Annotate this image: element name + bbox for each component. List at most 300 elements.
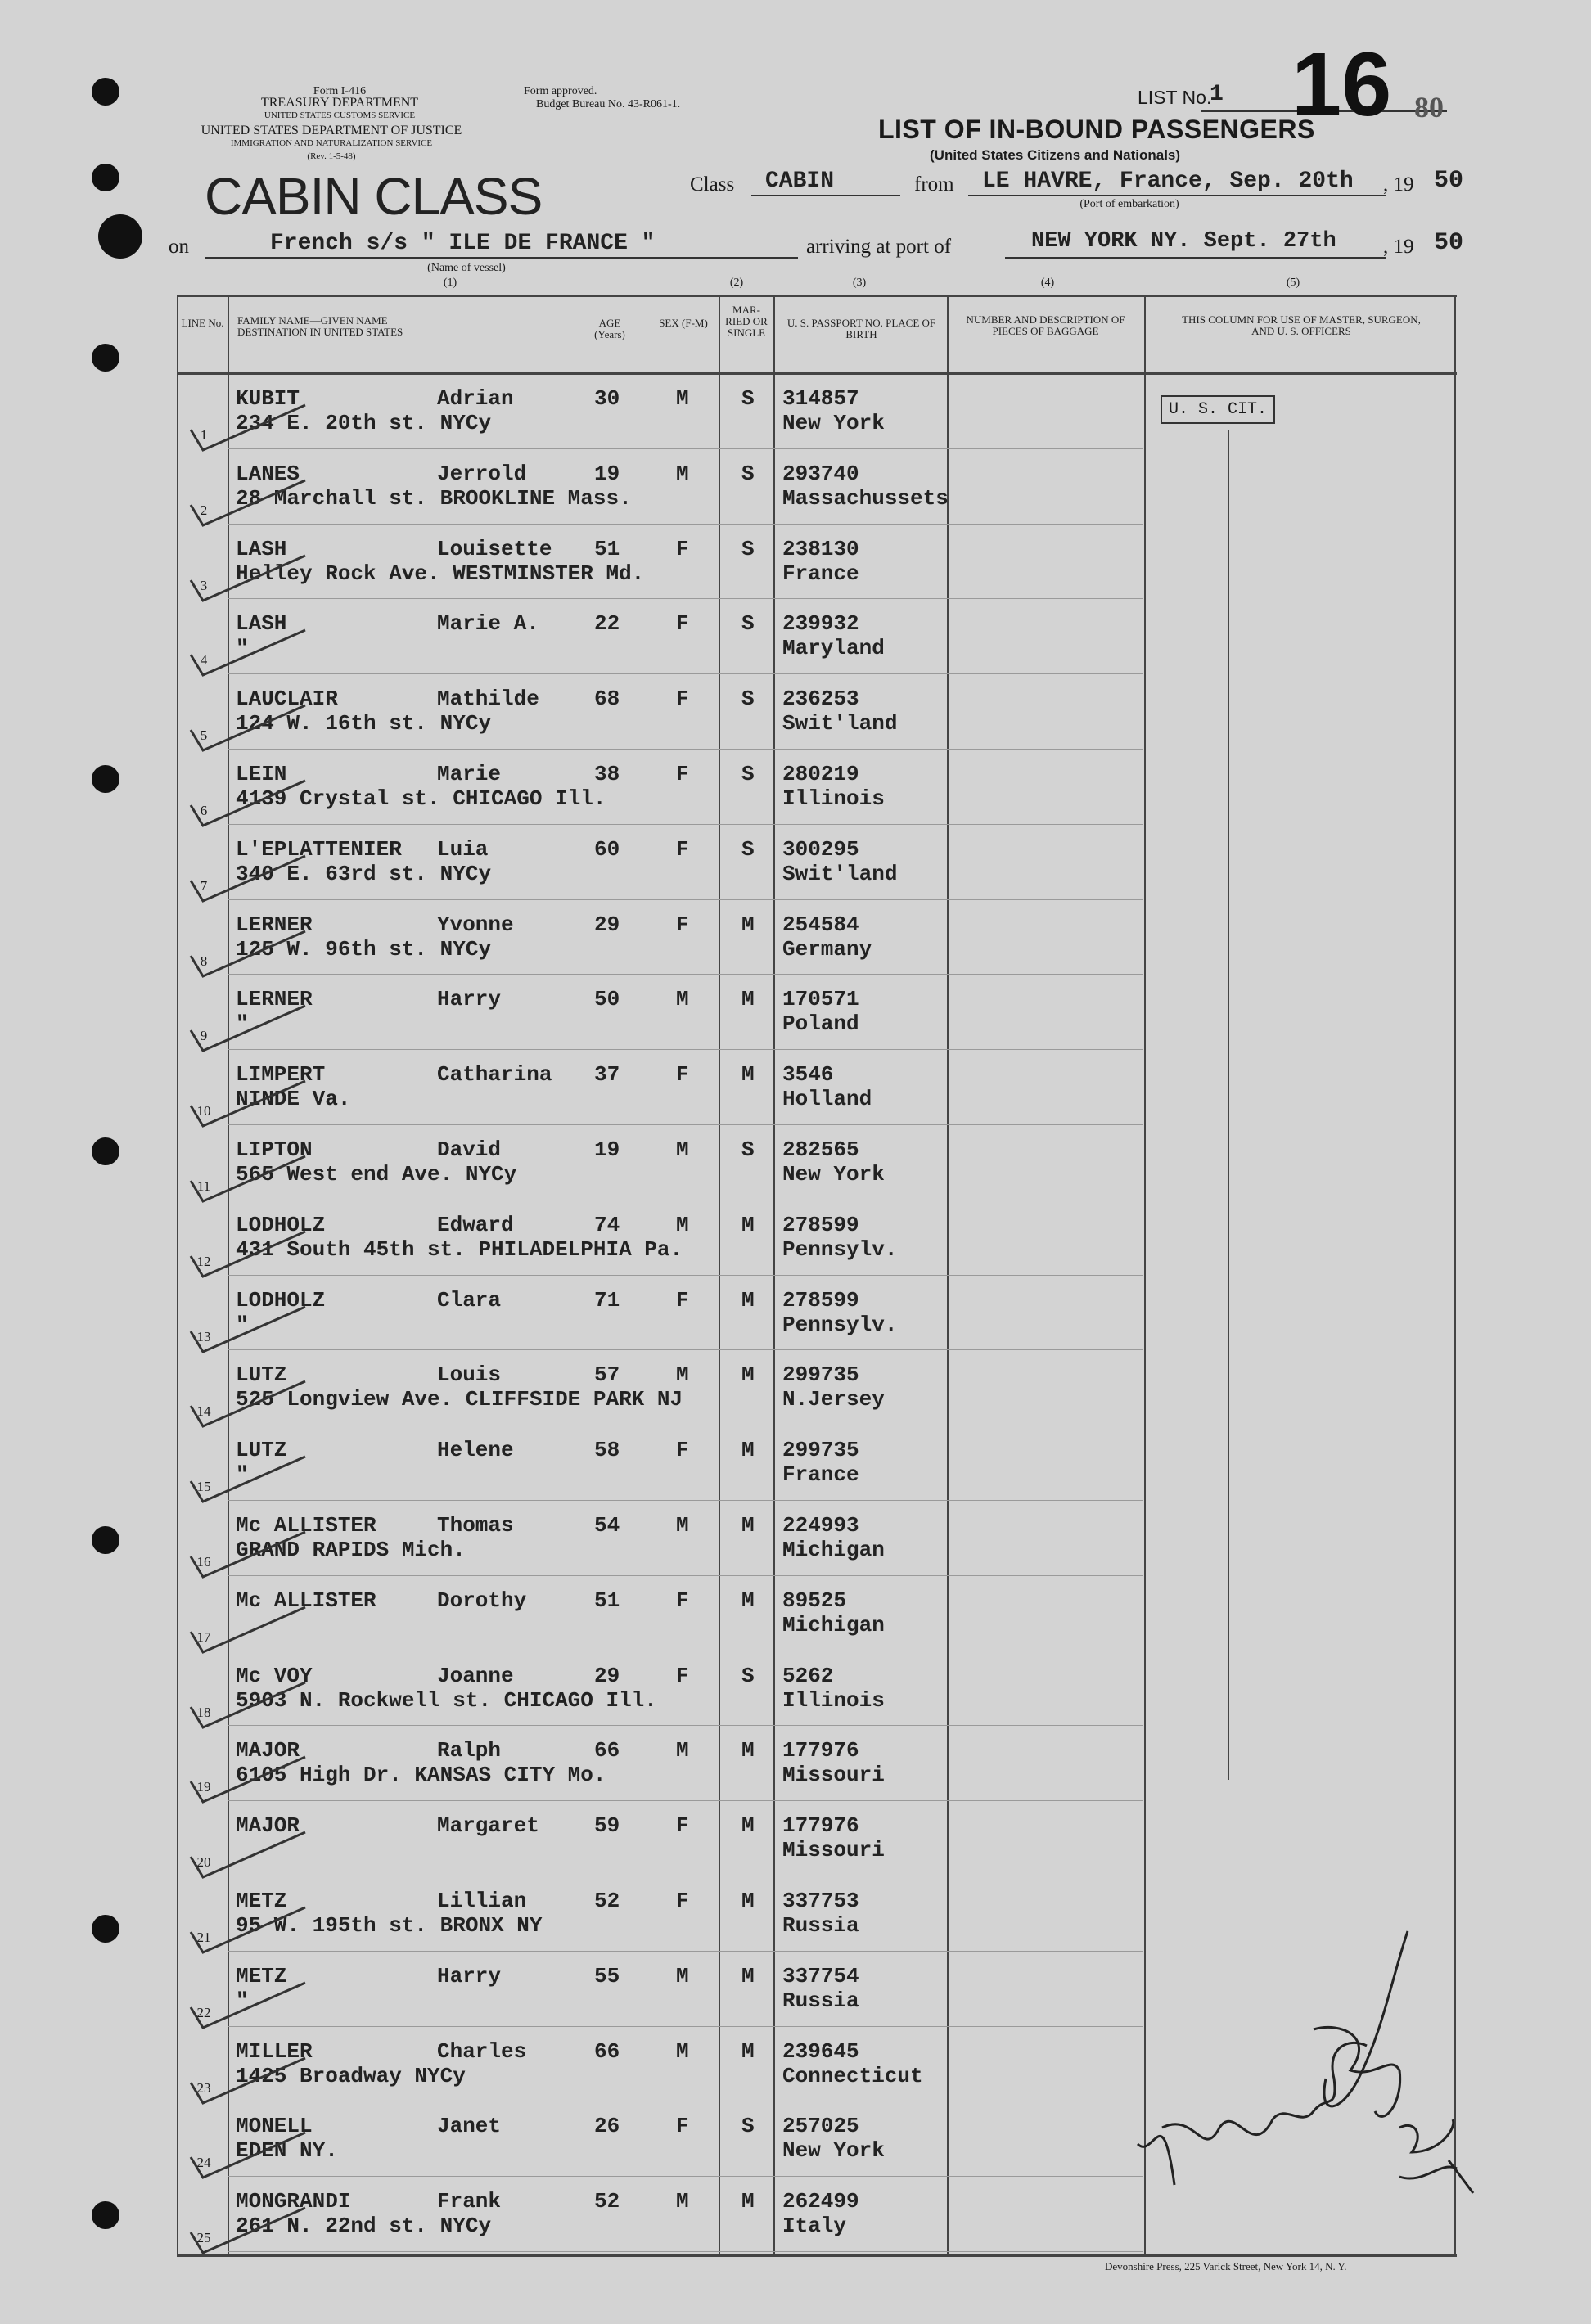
given-name: Yvonne [437, 912, 514, 937]
passport-no: 278599 [782, 1287, 859, 1313]
married-single: M [741, 1513, 755, 1538]
class-value: CABIN [765, 169, 835, 194]
family-name: MAJOR [236, 1738, 300, 1763]
row-rule [228, 673, 1143, 674]
page-title: LIST OF IN-BOUND PASSENGERS [878, 115, 1315, 144]
passenger-row [177, 1579, 1437, 1655]
line-number: 25 [196, 2230, 211, 2246]
list-no-value: 16 [1291, 34, 1392, 135]
row-rule [228, 1349, 1143, 1350]
family-name: LASH [236, 536, 287, 561]
family-name: Mc VOY [236, 1663, 313, 1688]
sex: F [676, 2114, 689, 2139]
destination: 6105 High Dr. KANSAS CITY Mo. [236, 1763, 606, 1788]
line-number: 19 [196, 1779, 211, 1795]
passport-no: 236253 [782, 687, 859, 712]
row-rule [228, 824, 1143, 825]
form-id: Form I-416 [313, 85, 367, 97]
married-single: S [741, 1663, 755, 1688]
col-number-4: (4) [1040, 277, 1055, 289]
age: 37 [594, 1062, 620, 1088]
revision: (Rev. 1-5-48) [307, 151, 356, 161]
destination: 124 W. 16th st. NYCy [236, 711, 492, 736]
place-of-birth: Michigan [782, 1538, 885, 1562]
punch-hole-icon [92, 1915, 119, 1943]
given-name: Charles [437, 2038, 527, 2064]
family-name: LODHOLZ [236, 1287, 326, 1313]
married-single: S [741, 461, 755, 486]
inspector-signature-icon [1129, 1915, 1498, 2242]
family-name: MILLER [236, 2038, 313, 2064]
sex: M [676, 1362, 689, 1388]
passport-no: 293740 [782, 461, 859, 486]
budget-bureau: Budget Bureau No. 43-R061-1. [536, 98, 681, 110]
sex: F [676, 1813, 689, 1839]
col-header-name: FAMILY NAME—GIVEN NAME DESTINATION IN UNITED STATES [237, 314, 403, 338]
check-mark-icon [187, 626, 309, 683]
family-name: METZ [236, 1963, 287, 1988]
age: 50 [594, 987, 620, 1012]
from-year: 50 [1434, 167, 1464, 195]
given-name: Marie A. [437, 611, 539, 637]
passport-no: 3546 [782, 1062, 834, 1088]
line-number: 12 [196, 1253, 211, 1269]
married-single: M [741, 1287, 755, 1313]
destination: 28 Marchall st. BROOKLINE Mass. [236, 485, 632, 511]
line-number: 16 [196, 1554, 211, 1570]
check-mark-icon [187, 1528, 309, 1585]
family-name: MONGRANDI [236, 2189, 351, 2214]
justice-dept: UNITED STATES DEPARTMENT OF JUSTICE [201, 124, 462, 137]
sex: M [676, 1738, 689, 1763]
punch-hole-icon [92, 1526, 119, 1554]
passport-no: 300295 [782, 836, 859, 862]
married-single: M [741, 1438, 755, 1463]
given-name: David [437, 1137, 502, 1162]
place-of-birth: N.Jersey [782, 1387, 885, 1412]
line-number: 21 [196, 1930, 211, 1945]
punch-hole-icon [92, 1137, 119, 1165]
destination: 125 W. 96th st. NYCy [236, 936, 492, 962]
row-rule [228, 1275, 1143, 1276]
row-rule [228, 1575, 1143, 1576]
age: 19 [594, 461, 620, 486]
age: 74 [594, 1212, 620, 1237]
destination: 261 N. 22nd st. NYCy [236, 2214, 492, 2239]
given-name: Clara [437, 1287, 502, 1313]
cabin-class-stamp: CABIN CLASS [205, 167, 543, 226]
passenger-row [177, 1278, 1437, 1354]
age: 57 [594, 1362, 620, 1388]
sex: M [676, 987, 689, 1012]
passport-no: 239932 [782, 611, 859, 637]
punch-hole-icon [98, 214, 142, 259]
arriving-line [1005, 257, 1386, 259]
married-single: M [741, 1588, 755, 1613]
passenger-row [177, 752, 1437, 828]
passport-no: 337754 [782, 1963, 859, 1988]
line-number: 5 [200, 727, 208, 744]
line-number: 10 [196, 1103, 211, 1119]
destination: Helley Rock Ave. WESTMINSTER Md. [236, 561, 645, 586]
destination: " [236, 1312, 249, 1337]
passport-no: 5262 [782, 1663, 834, 1688]
given-name: Thomas [437, 1513, 514, 1538]
row-rule [228, 1951, 1143, 1952]
married-single: M [741, 912, 755, 937]
form-approved: Form approved. [524, 85, 597, 97]
sex: M [676, 2038, 689, 2064]
married-single: M [741, 1813, 755, 1839]
family-name: KUBIT [236, 386, 300, 411]
check-mark-icon [187, 2054, 309, 2111]
age: 30 [594, 386, 620, 411]
header-bottom-rule [177, 372, 1457, 375]
us-cit-stamp: U. S. CIT. [1161, 395, 1275, 424]
passport-no: 280219 [782, 762, 859, 786]
line-number: 4 [200, 652, 208, 669]
line-number: 17 [196, 1628, 211, 1645]
given-name: Adrian [437, 386, 514, 411]
given-name: Mathilde [437, 687, 539, 712]
passport-no: 257025 [782, 2114, 859, 2139]
ins-service: IMMIGRATION AND NATURALIZATION SERVICE [230, 138, 433, 148]
passenger-row [177, 1428, 1437, 1504]
table-top-rule [177, 295, 1457, 297]
age: 58 [594, 1438, 620, 1463]
place-of-birth: Michigan [782, 1612, 885, 1637]
age: 66 [594, 1738, 620, 1763]
line-number: 15 [196, 1479, 211, 1495]
row-rule [228, 598, 1143, 599]
passport-no: 254584 [782, 912, 859, 937]
from-value: LE HAVRE, France, Sep. 20th [982, 169, 1354, 194]
col-number-5: (5) [1286, 277, 1300, 289]
passenger-row [177, 1128, 1437, 1204]
married-single: M [741, 2189, 755, 2214]
place-of-birth: Swit'land [782, 861, 898, 886]
passenger-row [177, 1503, 1437, 1579]
family-name: METZ [236, 1889, 287, 1913]
check-mark-icon [187, 401, 309, 458]
married-single: M [741, 1963, 755, 1988]
check-mark-icon [187, 1227, 309, 1285]
family-name: LAUCLAIR [236, 687, 338, 712]
line-number: 13 [196, 1328, 211, 1344]
age: 55 [594, 1963, 620, 1988]
vessel-line [205, 257, 798, 259]
place-of-birth: Italy [782, 2214, 847, 2239]
check-mark-icon [187, 552, 309, 609]
row-rule [228, 749, 1143, 750]
line-number: 7 [200, 877, 208, 894]
place-of-birth: Maryland [782, 636, 885, 661]
married-single: S [741, 2114, 755, 2139]
row-rule [228, 2176, 1143, 2177]
col-header-passport: U. S. PASSPORT NO. PLACE OF BIRTH [786, 317, 936, 340]
sex: F [676, 611, 689, 637]
line-number: 11 [196, 1178, 211, 1194]
customs-service: UNITED STATES CUSTOMS SERVICE [264, 110, 416, 120]
passenger-row [177, 677, 1437, 753]
check-mark-icon [187, 701, 309, 759]
arriving-value: NEW YORK NY. Sept. 27th [1031, 229, 1336, 254]
row-rule [228, 974, 1143, 975]
passenger-row [177, 1353, 1437, 1429]
line-number: 20 [196, 1854, 211, 1871]
check-mark-icon [187, 1002, 309, 1059]
destination: " [236, 1011, 249, 1037]
passenger-row [177, 1728, 1437, 1804]
place-of-birth: Pennsylv. [782, 1312, 898, 1337]
punch-hole-icon [92, 2201, 119, 2229]
destination: 431 South 45th st. PHILADELPHIA Pa. [236, 1236, 683, 1262]
family-name: LERNER [236, 912, 313, 937]
passenger-row [177, 601, 1437, 678]
age: 52 [594, 2189, 620, 2214]
age: 26 [594, 2114, 620, 2139]
place-of-birth: Swit'land [782, 711, 898, 736]
sex: M [676, 1513, 689, 1538]
check-mark-icon [187, 1753, 309, 1810]
passport-no: 337753 [782, 1889, 859, 1913]
from-year-prefix: , 19 [1383, 173, 1414, 196]
place-of-birth: France [782, 561, 859, 586]
family-name: LERNER [236, 987, 313, 1012]
passport-no: 89525 [782, 1588, 847, 1613]
passport-no: 238130 [782, 536, 859, 561]
line-number: 24 [196, 2155, 211, 2171]
married-single: M [741, 1362, 755, 1388]
check-mark-icon [187, 852, 309, 909]
row-rule [228, 1124, 1143, 1125]
passport-no: 177976 [782, 1738, 859, 1763]
family-name: MAJOR [236, 1813, 300, 1839]
sex: M [676, 1212, 689, 1237]
class-line [751, 195, 900, 196]
married-single: M [741, 1738, 755, 1763]
destination: 4139 Crystal st. CHICAGO Ill. [236, 786, 606, 811]
sex: M [676, 2189, 689, 2214]
passport-no: 299735 [782, 1438, 859, 1463]
sex: M [676, 1963, 689, 1988]
arriving-year: 50 [1434, 229, 1464, 257]
married-single: S [741, 611, 755, 637]
family-name: LUTZ [236, 1438, 287, 1463]
age: 54 [594, 1513, 620, 1538]
sex: F [676, 1062, 689, 1088]
col-header-officers: THIS COLUMN FOR USE OF MASTER, SURGEON, AND U. S. OFFICERS [1182, 313, 1421, 337]
passport-no: 224993 [782, 1513, 859, 1538]
passenger-row [177, 452, 1437, 528]
line-number: 2 [200, 502, 208, 518]
given-name: Ralph [437, 1738, 502, 1763]
married-single: M [741, 1062, 755, 1088]
destination: 565 West end Ave. NYCy [236, 1162, 517, 1187]
check-mark-icon [187, 1678, 309, 1736]
given-name: Edward [437, 1212, 514, 1237]
family-name: LANES [236, 461, 300, 486]
given-name: Helene [437, 1438, 514, 1463]
line-number: 23 [196, 2079, 211, 2096]
line-number: 6 [200, 803, 208, 818]
destination: " [236, 636, 249, 661]
punch-hole-icon [92, 164, 119, 191]
page-subtitle: (United States Citizens and Nationals) [930, 147, 1181, 163]
destination: 340 E. 63rd st. NYCy [236, 861, 492, 886]
sex: F [676, 1889, 689, 1913]
col-header-age: AGE (Years) [594, 317, 625, 340]
family-name: LODHOLZ [236, 1212, 326, 1237]
age: 60 [594, 836, 620, 862]
given-name: Margaret [437, 1813, 539, 1839]
place-of-birth: Illinois [782, 1687, 885, 1713]
line-number: 3 [200, 577, 208, 593]
place-of-birth: Germany [782, 936, 872, 962]
treasury-dept: TREASURY DEPARTMENT [260, 96, 419, 110]
given-name: Marie [437, 762, 502, 786]
married-single: M [741, 2038, 755, 2064]
place-of-birth: Illinois [782, 786, 885, 811]
col-number-3: (3) [852, 277, 867, 289]
sex: M [676, 1137, 689, 1162]
destination: EDEN NY. [236, 2138, 338, 2164]
passport-no: 262499 [782, 2189, 859, 2214]
punch-hole-icon [92, 78, 119, 106]
sex: M [676, 386, 689, 411]
check-mark-icon [187, 1828, 309, 1885]
married-single: S [741, 386, 755, 411]
arriving-label: arriving at port of [806, 236, 952, 258]
check-mark-icon [187, 1152, 309, 1209]
married-single: S [741, 762, 755, 786]
age: 38 [594, 762, 620, 786]
passenger-row [177, 1203, 1437, 1279]
age: 52 [594, 1889, 620, 1913]
family-name: LUTZ [236, 1362, 287, 1388]
passenger-row [177, 827, 1437, 903]
row-rule [228, 1049, 1143, 1050]
married-single: S [741, 1137, 755, 1162]
passenger-row [177, 1654, 1437, 1730]
from-line [968, 195, 1386, 196]
check-mark-icon [187, 2128, 309, 2186]
passport-no: 282565 [782, 1137, 859, 1162]
age: 68 [594, 687, 620, 712]
check-mark-icon [187, 1903, 309, 1961]
place-of-birth: Pennsylv. [782, 1236, 898, 1262]
place-of-birth: Holland [782, 1087, 872, 1112]
destination: 5903 N. Rockwell st. CHICAGO Ill. [236, 1687, 657, 1713]
place-of-birth: New York [782, 411, 885, 435]
sex: F [676, 1438, 689, 1463]
row-rule [228, 448, 1143, 449]
age: 22 [594, 611, 620, 637]
family-name: Mc ALLISTER [236, 1513, 376, 1538]
row-rule [228, 2026, 1143, 2027]
row-rule [228, 524, 1143, 525]
destination: 95 W. 195th st. BRONX NY [236, 1913, 543, 1938]
given-name: Harry [437, 987, 502, 1012]
col-number-2: (2) [729, 277, 744, 289]
given-name: Dorothy [437, 1588, 527, 1613]
place-of-birth: New York [782, 2138, 885, 2164]
given-name: Joanne [437, 1663, 514, 1688]
on-label: on [169, 236, 189, 258]
punch-hole-icon [92, 344, 119, 372]
age: 29 [594, 1663, 620, 1688]
place-of-birth: Russia [782, 1913, 859, 1938]
check-mark-icon [187, 1377, 309, 1434]
line-number: 1 [200, 427, 208, 443]
ditto-line [1228, 430, 1229, 1780]
destination: " [236, 1462, 249, 1488]
given-name: Harry [437, 1963, 502, 1988]
sex: F [676, 1663, 689, 1688]
family-name: LIMPERT [236, 1062, 326, 1088]
port-embarkation-label: (Port of embarkation) [1079, 198, 1179, 210]
given-name: Catharina [437, 1062, 552, 1088]
place-of-birth: New York [782, 1162, 885, 1187]
passenger-row [177, 1804, 1437, 1880]
place-of-birth: Massachussets [782, 485, 949, 511]
check-mark-icon [187, 777, 309, 834]
list-no-extra: 80 [1414, 91, 1444, 124]
place-of-birth: Russia [782, 1988, 859, 2013]
punch-hole-icon [92, 765, 119, 793]
age: 71 [594, 1287, 620, 1313]
place-of-birth: Poland [782, 1011, 859, 1037]
destination: NINDE Va. [236, 1087, 351, 1112]
married-single: M [741, 987, 755, 1012]
col-header-married: MAR-RIED OR SINGLE [725, 304, 768, 339]
destination: 525 Longview Ave. CLIFFSIDE PARK NJ [236, 1387, 683, 1412]
check-mark-icon [187, 476, 309, 534]
line-number: 14 [196, 1403, 211, 1420]
row-rule [228, 1725, 1143, 1726]
sex: F [676, 687, 689, 712]
destination: GRAND RAPIDS Mich. [236, 1538, 466, 1562]
check-mark-icon [187, 1452, 309, 1510]
given-name: Lillian [437, 1889, 527, 1913]
line-number: 8 [200, 953, 208, 969]
arriving-year-prefix: , 19 [1383, 236, 1414, 258]
check-mark-icon [187, 1077, 309, 1134]
family-name: MONELL [236, 2114, 313, 2139]
destination: 1425 Broadway NYCy [236, 2063, 466, 2088]
vessel-label: (Name of vessel) [427, 262, 506, 274]
destination: 234 E. 20th st. NYCy [236, 411, 492, 435]
family-name: LIPTON [236, 1137, 313, 1162]
given-name: Jerrold [437, 461, 527, 486]
place-of-birth: Connecticut [782, 2063, 923, 2088]
age: 59 [594, 1813, 620, 1839]
line-number: 18 [196, 1704, 211, 1720]
col-header-line-no: LINE No. [181, 317, 224, 329]
check-mark-icon [187, 1603, 309, 1660]
place-of-birth: Missouri [782, 1838, 885, 1863]
family-name: L'EPLATTENIER [236, 836, 402, 862]
row-rule [228, 2251, 1143, 2252]
place-of-birth: France [782, 1462, 859, 1488]
given-name: Luia [437, 836, 489, 862]
line-number: 22 [196, 2004, 211, 2020]
sex: F [676, 836, 689, 862]
sex: F [676, 912, 689, 937]
line-number: 9 [200, 1028, 208, 1044]
passport-no: 177976 [782, 1813, 859, 1839]
age: 66 [594, 2038, 620, 2064]
